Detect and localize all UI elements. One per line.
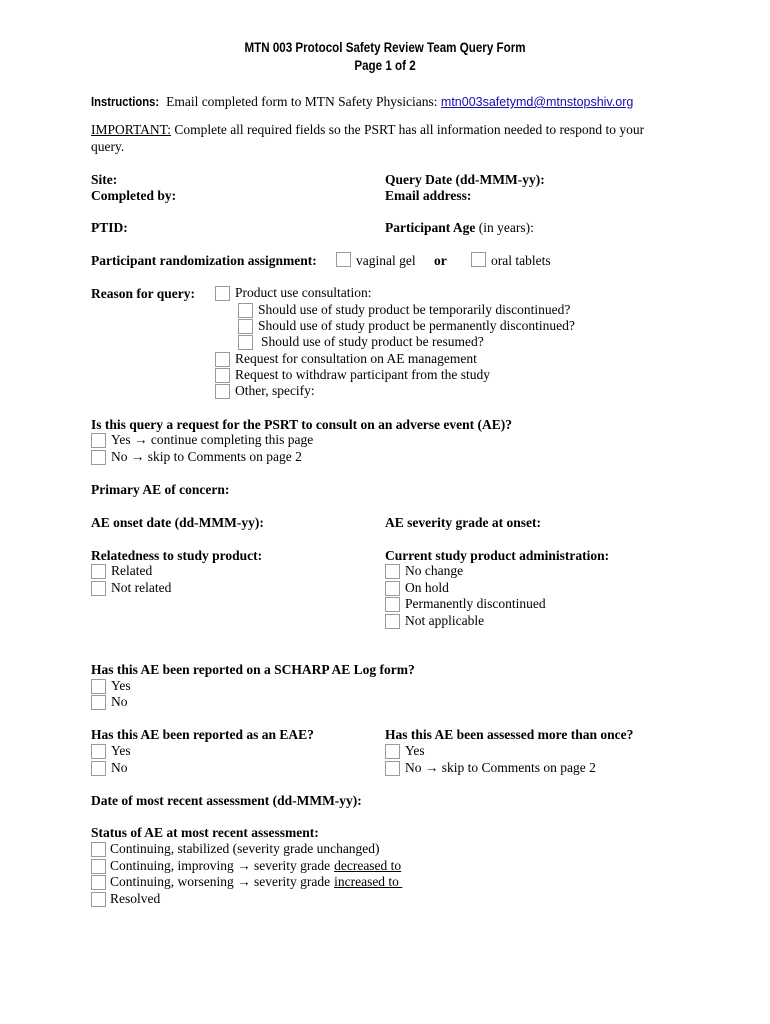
perm-discontinue-option[interactable]: [238, 318, 575, 334]
vaginal-gel-label: vaginal gel: [356, 253, 416, 268]
withdraw-option[interactable]: [215, 367, 490, 383]
completed-by-label: Completed by:: [91, 188, 177, 203]
product-use-option[interactable]: [215, 285, 371, 301]
email-address-label: Email address:: [385, 188, 472, 203]
temp-discontinue-option[interactable]: [238, 302, 570, 318]
scharp-yes-option[interactable]: [91, 678, 131, 694]
not-related-label: Not related: [111, 580, 172, 595]
resolved-option[interactable]: [91, 891, 160, 907]
on-hold-option[interactable]: [385, 580, 449, 596]
vaginal-gel-checkbox[interactable]: [336, 252, 351, 267]
current-admin-label: Current study product administration:: [385, 548, 610, 563]
primary-ae-label: Primary AE of concern:: [91, 482, 230, 497]
ae-consult-yes-label: Yes → continue completing this page: [111, 432, 314, 447]
stabilized-option[interactable]: [91, 841, 380, 857]
ae-consult-no-checkbox[interactable]: [91, 450, 106, 465]
eae-no-checkbox[interactable]: [91, 761, 106, 776]
stabilized-checkbox[interactable]: [91, 842, 106, 857]
worsening-option[interactable]: [91, 874, 402, 890]
scharp-no-checkbox[interactable]: [91, 695, 106, 710]
not-applicable-checkbox[interactable]: [385, 614, 400, 629]
participant-age: [385, 220, 534, 236]
ae-consult-no-label: No → skip to Comments on page 2: [111, 449, 302, 464]
assessed-no-label: No → skip to Comments on page 2: [405, 760, 596, 775]
scharp-yes-checkbox[interactable]: [91, 679, 106, 694]
assessed-no-checkbox[interactable]: [385, 761, 400, 776]
improving-label: Continuing, improving → severity grade: [110, 858, 331, 873]
ae-mgmt-label: Request for consultation on AE management: [235, 351, 477, 366]
perm-discontinue-label: Should use of study product be permanently discontinued?: [258, 318, 575, 333]
important-label: IMPORTANT:: [91, 122, 171, 137]
oral-tablets-checkbox[interactable]: [471, 252, 486, 267]
eae-yes-checkbox[interactable]: [91, 744, 106, 759]
product-use-label: Product use consultation:: [235, 285, 372, 300]
not-applicable-option[interactable]: [385, 613, 484, 629]
instructions-label: Instructions:: [91, 95, 160, 109]
perm-discontinue-checkbox[interactable]: [238, 319, 253, 334]
assessed-yes-label: Yes: [405, 743, 425, 758]
ae-consult-yes-checkbox[interactable]: [91, 433, 106, 448]
no-change-label: No change: [405, 563, 464, 578]
eae-no-label: No: [111, 760, 128, 775]
ae-severity-label: AE severity grade at onset:: [385, 515, 541, 530]
increased-to-field[interactable]: increased to: [334, 874, 403, 889]
important-line: [91, 122, 644, 138]
ae-onset-label: AE onset date (dd-MMM-yy):: [91, 515, 264, 530]
participant-age-unit: (in years):: [478, 220, 534, 235]
withdraw-checkbox[interactable]: [215, 368, 230, 383]
worsening-checkbox[interactable]: [91, 875, 106, 890]
assessed-yes-checkbox[interactable]: [385, 744, 400, 759]
reason-label: Reason for query:: [91, 286, 195, 301]
withdraw-label: Request to withdraw participant from the study: [235, 367, 490, 382]
temp-discontinue-checkbox[interactable]: [238, 303, 253, 318]
ae-consult-yes-option[interactable]: [91, 432, 313, 448]
query-date-label: Query Date (dd-MMM-yy):: [385, 172, 545, 187]
ae-consult-question: Is this query a request for the PSRT to consult on an adverse event (AE)?: [91, 417, 513, 432]
site-label: Site:: [91, 172, 118, 187]
not-applicable-label: Not applicable: [405, 613, 485, 628]
other-option[interactable]: [215, 383, 315, 399]
resume-checkbox[interactable]: [238, 335, 253, 350]
related-label: Related: [111, 563, 153, 578]
eae-question: Has this AE been reported as an EAE?: [91, 727, 314, 742]
oral-tablets-label: oral tablets: [491, 253, 551, 268]
worsening-label: Continuing, worsening → severity grade: [110, 874, 331, 889]
temp-discontinue-label: Should use of study product be temporarily discontinued?: [258, 302, 571, 317]
resolved-label: Resolved: [110, 891, 161, 906]
assessed-question: Has this AE been assessed more than once?: [385, 727, 634, 742]
perm-disc-label: Permanently discontinued: [405, 596, 546, 611]
important-text-cont: query.: [91, 139, 125, 154]
page-number: Page 1 of 2: [354, 58, 416, 73]
improving-option[interactable]: [91, 858, 401, 874]
not-related-checkbox[interactable]: [91, 581, 106, 596]
assessed-no-option[interactable]: [385, 760, 596, 776]
scharp-yes-label: Yes: [111, 678, 131, 693]
eae-no-option[interactable]: [91, 760, 128, 776]
scharp-no-option[interactable]: [91, 694, 128, 710]
scharp-question: Has this AE been reported on a SCHARP AE Log form?: [91, 662, 415, 677]
resolved-checkbox[interactable]: [91, 892, 106, 907]
no-change-checkbox[interactable]: [385, 564, 400, 579]
related-checkbox[interactable]: [91, 564, 106, 579]
eae-yes-label: Yes: [111, 743, 131, 758]
assessed-yes-option[interactable]: [385, 743, 425, 759]
decreased-to-field[interactable]: decreased to: [334, 858, 402, 873]
improving-checkbox[interactable]: [91, 859, 106, 874]
ptid-label: PTID:: [91, 220, 128, 235]
no-change-option[interactable]: [385, 563, 463, 579]
email-link[interactable]: mtn003safetymd@mtnstopshiv.org: [440, 95, 634, 109]
ae-consult-no-option[interactable]: [91, 449, 302, 465]
ae-mgmt-option[interactable]: [215, 351, 477, 367]
status-label: Status of AE at most recent assessment:: [91, 825, 319, 840]
perm-disc-option[interactable]: [385, 596, 546, 612]
instructions-text: Email completed form to MTN Safety Physicians:: [166, 94, 438, 109]
form-title: MTN 003 Protocol Safety Review Team Query Form: [244, 40, 526, 55]
not-related-option[interactable]: [91, 580, 171, 596]
on-hold-label: On hold: [405, 580, 449, 595]
other-checkbox[interactable]: [215, 384, 230, 399]
randomization-label: Participant randomization assignment:: [91, 253, 317, 268]
other-label: Other, specify:: [235, 383, 315, 398]
important-text: Complete all required fields so the PSRT has all information needed to respond to your: [174, 122, 645, 137]
participant-age-label: Participant Age: [385, 220, 476, 235]
related-option[interactable]: [91, 563, 152, 579]
resume-label: Should use of study product be resumed?: [261, 334, 484, 349]
resume-option[interactable]: [238, 334, 484, 350]
product-use-checkbox[interactable]: [215, 286, 230, 301]
scharp-no-label: No: [111, 694, 128, 709]
recent-date-label: Date of most recent assessment (dd-MMM-yy):: [91, 793, 362, 808]
ae-mgmt-checkbox[interactable]: [215, 352, 230, 367]
or-label: or: [434, 253, 447, 268]
instructions-line: [91, 94, 633, 110]
eae-yes-option[interactable]: [91, 743, 131, 759]
on-hold-checkbox[interactable]: [385, 581, 400, 596]
relatedness-label: Relatedness to study product:: [91, 548, 263, 563]
perm-disc-checkbox[interactable]: [385, 597, 400, 612]
stabilized-label: Continuing, stabilized (severity grade unchanged): [110, 841, 380, 856]
